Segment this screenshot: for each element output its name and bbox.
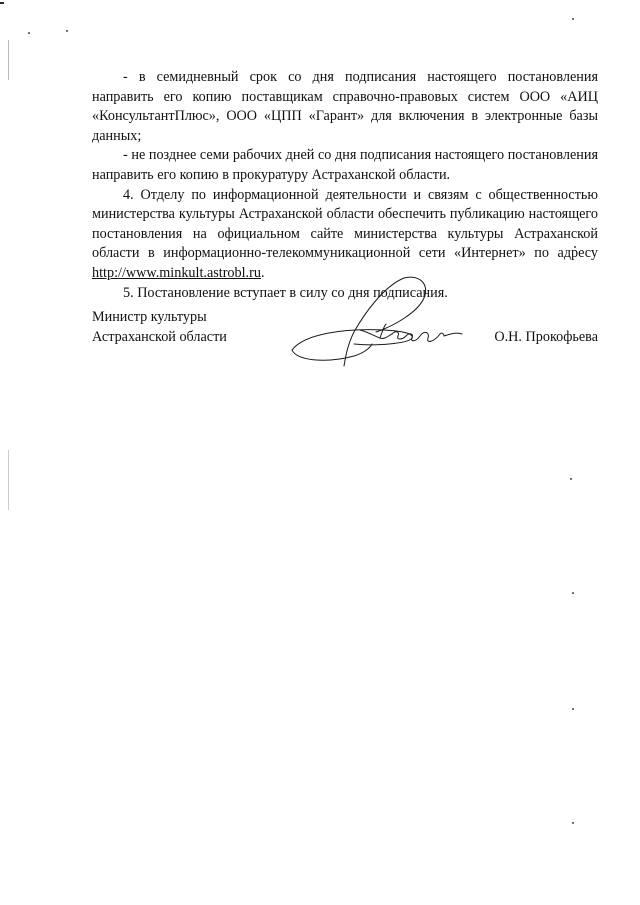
paragraph-publication-tail: . (260, 264, 265, 281)
paragraph-supply-copy: - в семидневный срок со дня подписания настоящего постановления направить его копию поставщикам справочно-правовых систем ООО «АИЦ «КонсультантПлюс», ООО «ЦПП «Гарант» для включения в электронные базы данных; (92, 69, 598, 144)
paragraph-publication (92, 186, 598, 284)
scan-dot (66, 30, 68, 32)
scan-edge-line (8, 450, 9, 510)
body-text (92, 68, 598, 303)
scan-edge-mark (0, 2, 4, 4)
paragraph-publication-text: 4. Отделу по информационной деятельности и связям с общественностью министерства культуры Астраханской области обеспечить публикацию настоящего постановления на официальном сайте министерства культуры Астраханской области в информационно-телекоммуникационной сети «Интернет» по адресу (92, 186, 598, 262)
scan-dot (572, 708, 574, 710)
ministry-website-link[interactable]: http://www.minkult.astrobl.ru (92, 264, 261, 281)
signature-block (92, 308, 598, 378)
scan-dot (28, 32, 30, 34)
scan-edge-line (8, 40, 9, 80)
scan-dot (570, 478, 572, 480)
paragraph-prosecutor-copy: - не позднее семи рабочих дней со дня подписания настоящего постановления направить его копию в прокуратуру Астраханской области. (92, 147, 598, 183)
scan-dot (572, 592, 574, 594)
handwritten-signature (284, 274, 474, 370)
scan-dot (572, 18, 574, 20)
signatory-title-line1: Министр культуры (92, 309, 207, 325)
signatory-name: О.Н. Прокофьева (494, 328, 598, 345)
signatory-title-line2: Астраханской области (92, 328, 227, 345)
paragraph-effective-date: 5. Постановление вступает в силу со дня подписания. (123, 284, 448, 301)
signatory-title (92, 308, 292, 347)
scan-dot (572, 822, 574, 824)
